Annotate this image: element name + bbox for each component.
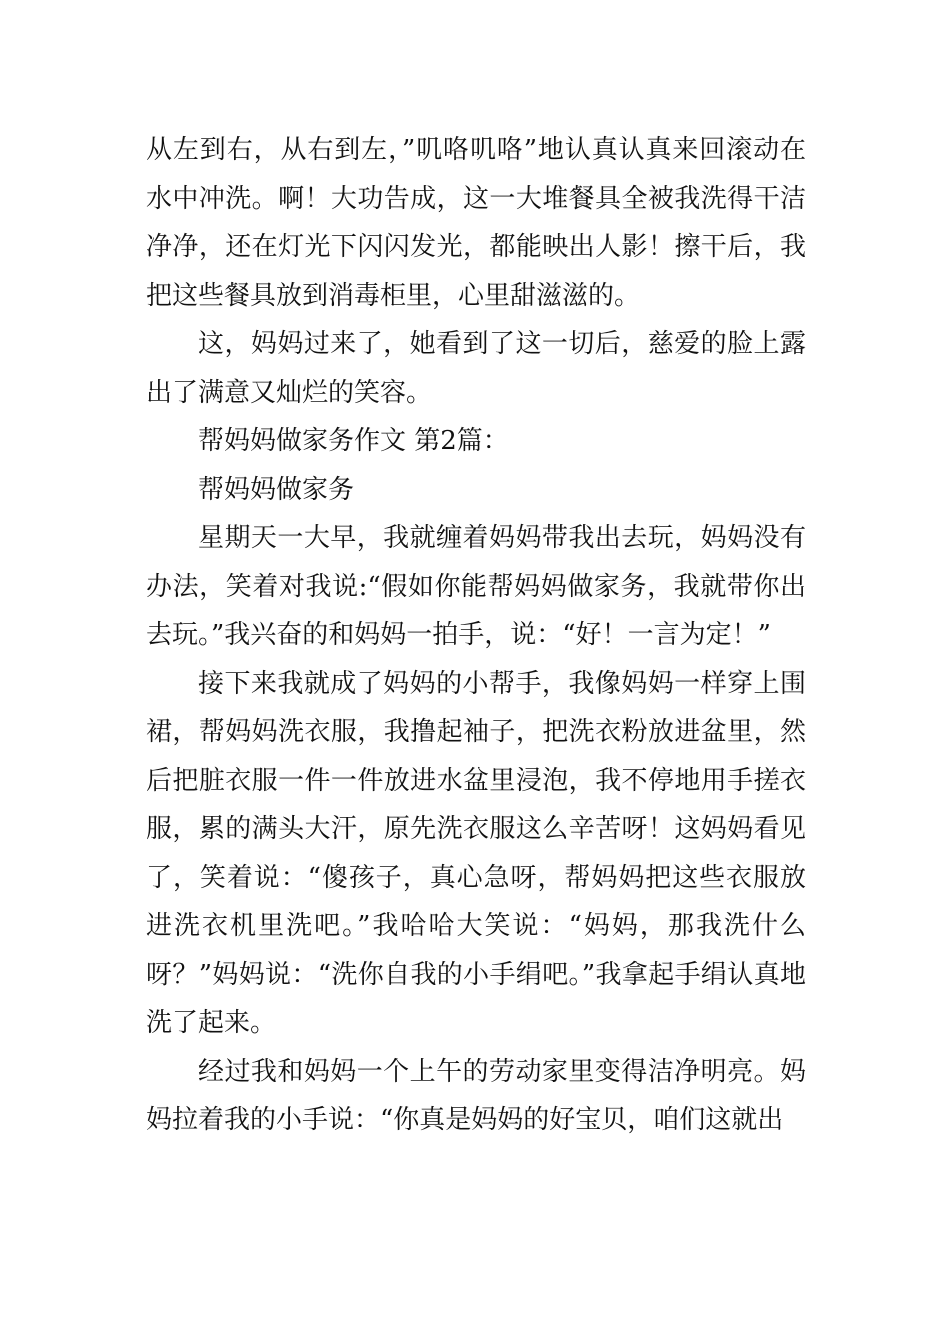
paragraph-sunday-morning: 星期天一大早，我就缠着妈妈带我出去玩，妈妈没有办法，笑着对我说:“假如你能帮妈妈做家务，我就带你出去玩。”我兴奋的和妈妈一拍手，说：“好！一言为定！” (146, 523, 806, 650)
paragraph-conclusion: 经过我和妈妈一个上午的劳动家里变得洁净明亮。妈妈拉着我的小手说：“你真是妈妈的好宝贝，咱们这就出 (146, 1056, 806, 1135)
paragraph-mother-smile: 这，妈妈过来了，她看到了这一切后，慈爱的脸上露出了满意又灿烂的笑容。 (146, 329, 806, 408)
paragraph-laundry: 接下来我就成了妈妈的小帮手，我像妈妈一样穿上围裙，帮妈妈洗衣服，我撸起袖子，把洗衣粉放进盆里，然后把脏衣服一件一件放进水盆里浸泡，我不停地用手搓衣服，累的满头大汗，原先洗衣服这么辛苦呀！这妈妈看见了，笑着说：“傻孩子，真心急呀，帮妈妈把这些衣服放进洗衣机里洗吧。”我哈哈大笑说：“妈妈，那我洗什么呀？”妈妈说：“洗你自我的小手绢吧。”我拿起手绢认真地洗了起来。 (146, 668, 806, 1038)
essay-title: 帮妈妈做家务 (198, 474, 355, 505)
document-body (146, 126, 806, 1145)
paragraph-continuation: 从左到右，从右到左，”叽咯叽咯”地认真认真来回滚动在水中冲洗。啊！大功告成，这一大堆餐具全被我洗得干洁净净，还在灯光下闪闪发光，都能映出人影！擦干后，我把这些餐具放到消毒柜里，心里甜滋滋的。 (146, 135, 806, 311)
essay-section-heading: 帮妈妈做家务作文 第2篇： (198, 426, 509, 456)
